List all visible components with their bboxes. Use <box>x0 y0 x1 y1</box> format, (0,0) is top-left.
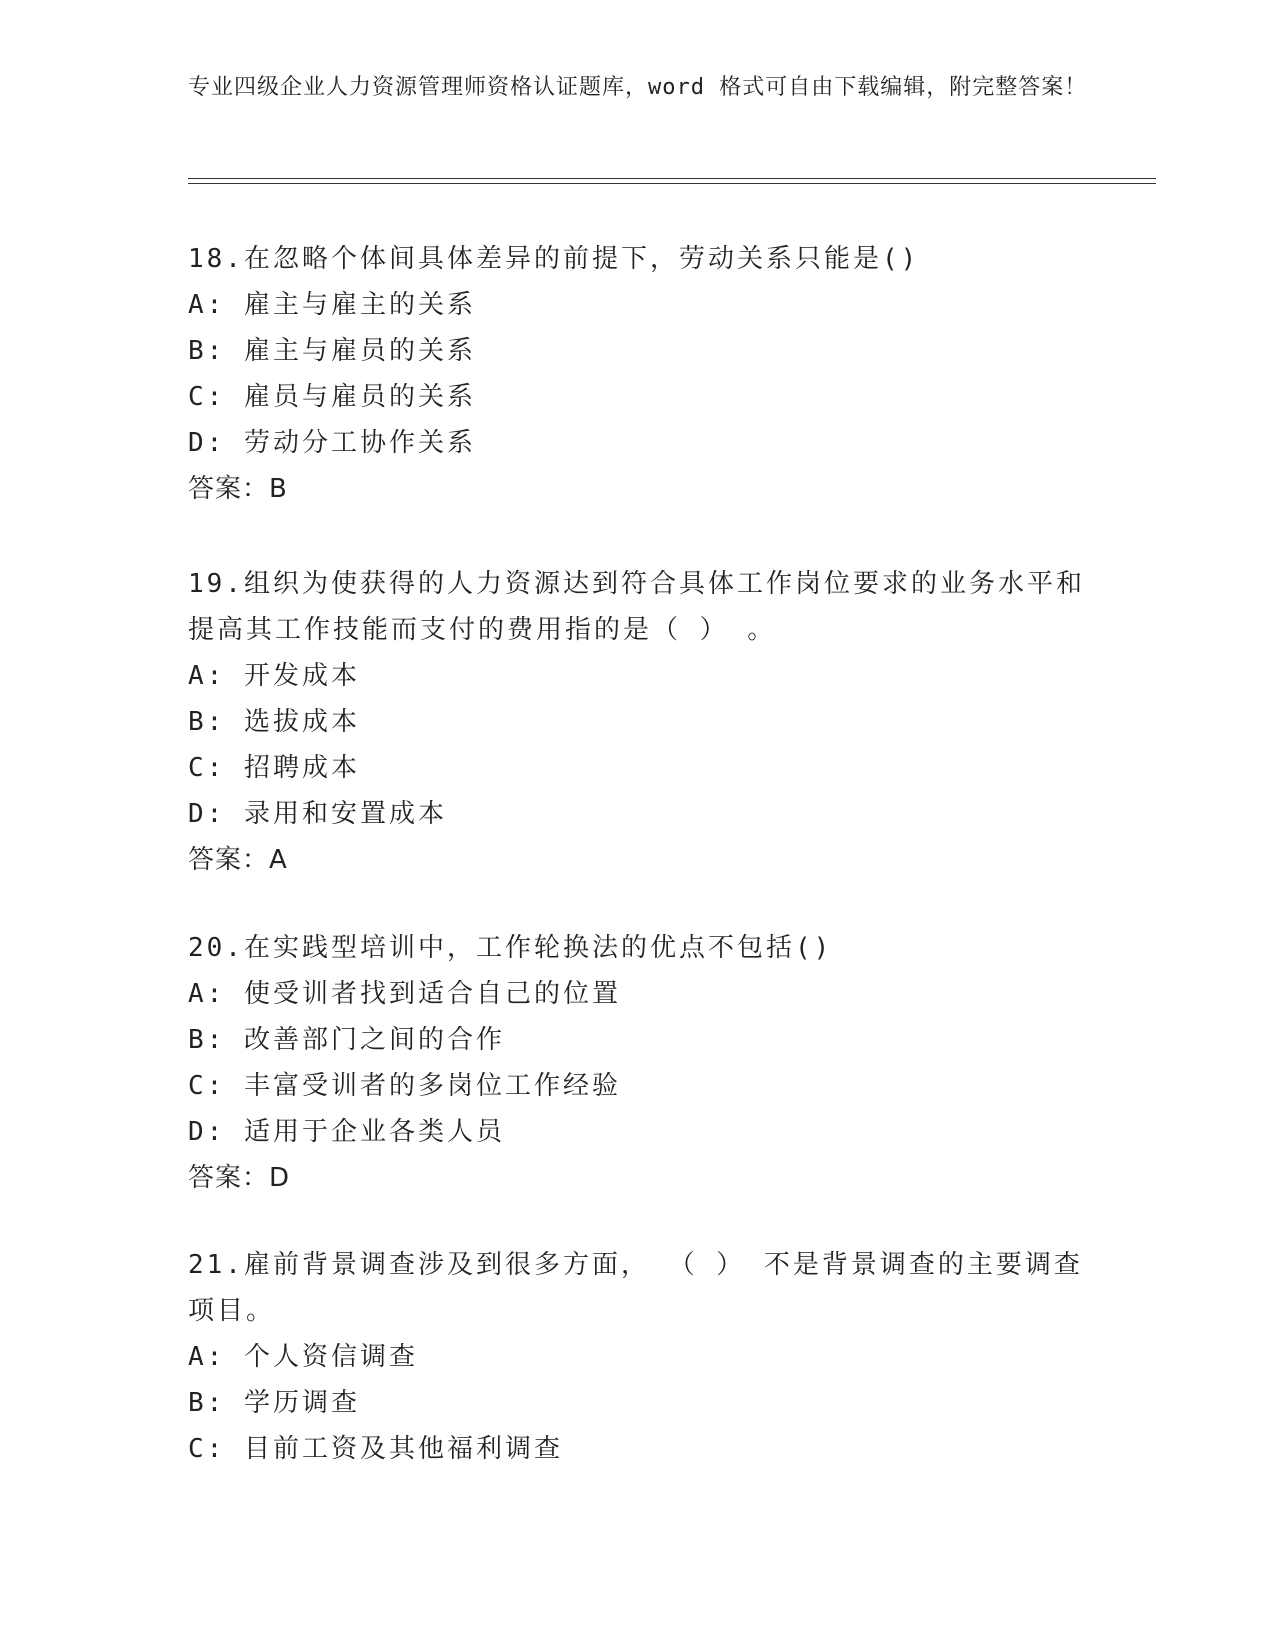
option-d: D: 录用和安置成本 <box>188 799 447 829</box>
option-a: A: 个人资信调查 <box>188 1342 418 1372</box>
option-b: B: 改善部门之间的合作 <box>188 1025 505 1055</box>
option-a: A: 开发成本 <box>188 661 360 691</box>
answer-line: 答案：A <box>188 845 288 875</box>
question-20 <box>188 925 1088 1201</box>
option-b: B: 雇主与雇员的关系 <box>188 336 476 366</box>
option-d: D: 劳动分工协作关系 <box>188 428 476 458</box>
answer-line: 答案：D <box>188 1163 291 1193</box>
option-c: C: 目前工资及其他福利调查 <box>188 1434 563 1464</box>
question-19 <box>188 561 1088 883</box>
option-c: C: 雇员与雇员的关系 <box>188 382 476 412</box>
question-stem: 21.雇前背景调查涉及到很多方面， （ ） 不是背景调查的主要调查 <box>188 1250 1083 1280</box>
header-divider-top <box>188 178 1156 179</box>
option-b: B: 选拔成本 <box>188 707 360 737</box>
option-c: C: 招聘成本 <box>188 753 360 783</box>
question-stem: 20.在实践型培训中，工作轮换法的优点不包括() <box>188 933 833 963</box>
option-a: A: 雇主与雇主的关系 <box>188 290 476 320</box>
header-divider-bottom <box>188 183 1156 184</box>
option-c: C: 丰富受训者的多岗位工作经验 <box>188 1071 621 1101</box>
option-d: D: 适用于企业各类人员 <box>188 1117 505 1147</box>
document-header: 专业四级企业人力资源管理师资格认证题库，word 格式可自由下载编辑，附完整答案！ <box>188 75 1088 100</box>
question-18 <box>188 236 1088 512</box>
question-stem-continued: 提高其工作技能而支付的费用指的是（ ） 。 <box>188 615 777 645</box>
question-stem: 19.组织为使获得的人力资源达到符合具体工作岗位要求的业务水平和 <box>188 569 1085 599</box>
option-a: A: 使受训者找到适合自己的位置 <box>188 979 621 1009</box>
answer-line: 答案：B <box>188 474 288 504</box>
question-stem-continued: 项目。 <box>188 1296 276 1326</box>
question-stem: 18.在忽略个体间具体差异的前提下，劳动关系只能是() <box>188 244 920 274</box>
question-21 <box>188 1242 1088 1472</box>
option-b: B: 学历调查 <box>188 1388 360 1418</box>
